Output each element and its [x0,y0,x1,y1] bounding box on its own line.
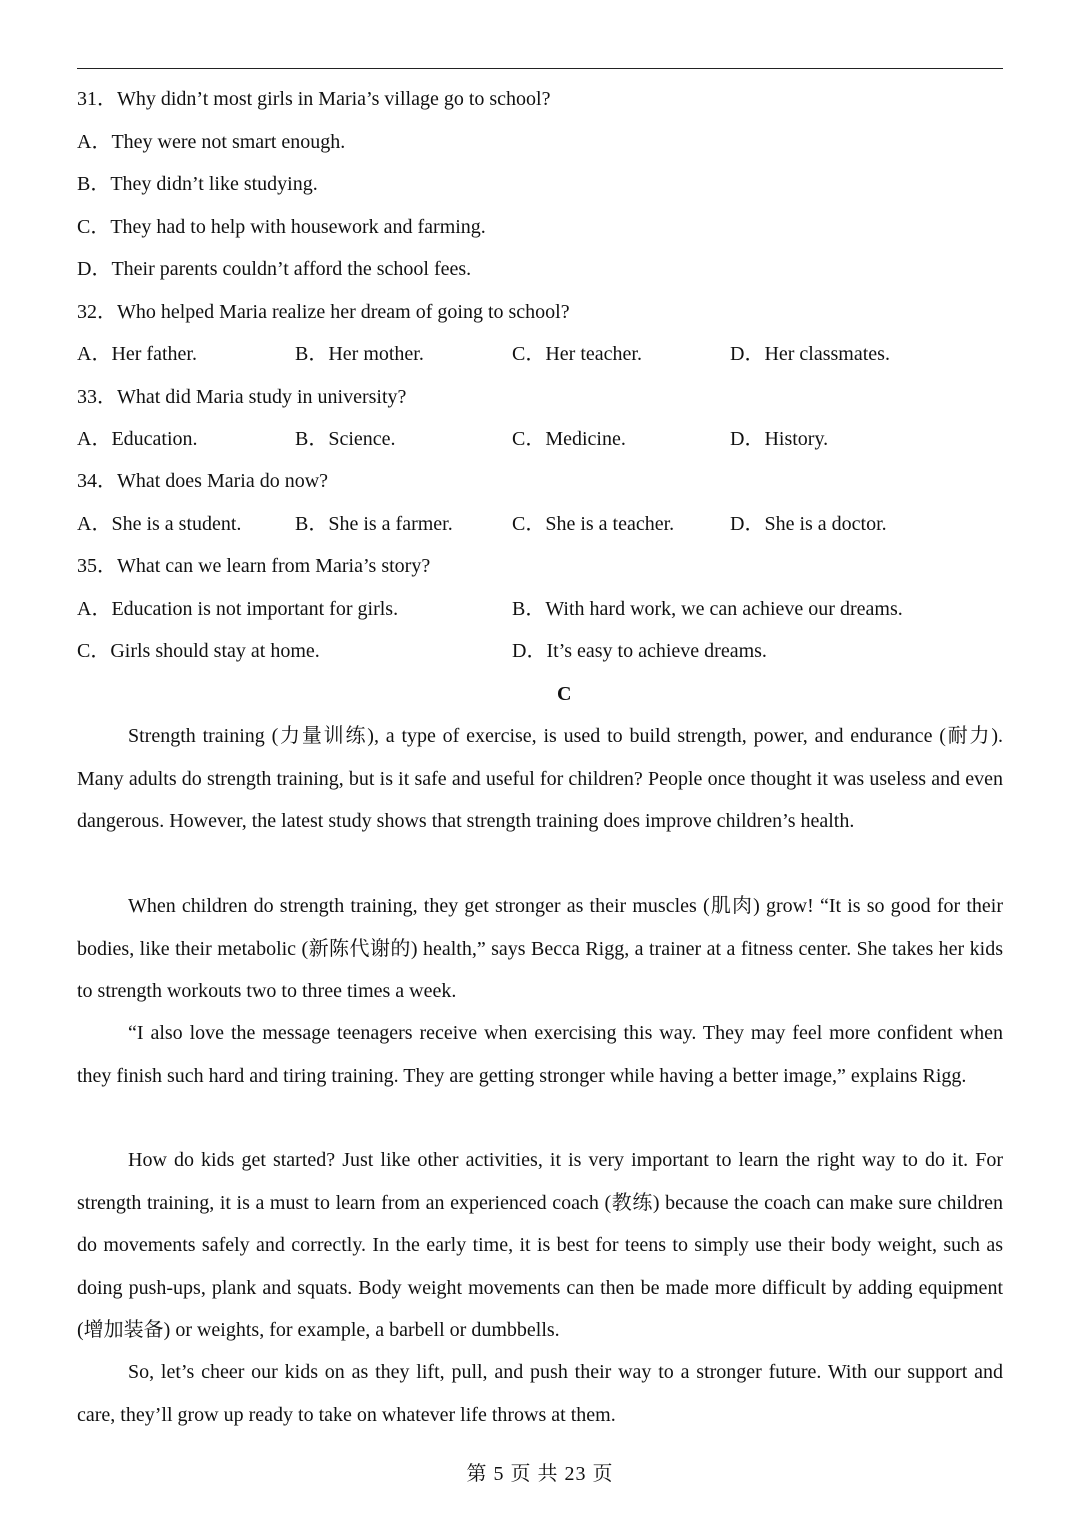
page-number-footer: 第 5 页 共 23 页 [466,1463,614,1485]
question-35-stem: 35．What can we learn from Maria’s story? [77,555,431,577]
question-31-stem: 31．Why didn’t most girls in Maria’s village go to school? [77,88,551,110]
question-34-option-a: A．She is a student. [77,513,242,535]
passage-paragraph-1: Strength training (力量训练), a type of exercise, is used to build strength, power, and endurance (耐力). Many adults do strength training, but is it safe and useful for children? People once thought it was useless and even dangerous. However, the latest study shows that strength training does improve children’s health. [77,725,1003,832]
question-35-option-b: B．With hard work, we can achieve our dreams. [512,598,903,620]
passage-paragraph-4: How do kids get started? Just like other activities, it is very important to learn the right way to do it. For strength training, it is a must to learn from an experienced coach (教练) because the coach can make sure children do movements safely and correctly. In the early time, it is best for teens to simply use their body weight, such as doing push-ups, plank and squats. Body weight movements can then be made more difficult by adding equipment (增加装备) or weights, for example, a barbell or dumbbells. [77,1149,1003,1341]
question-34-option-c: C．She is a teacher. [512,513,675,535]
question-34-option-b: B．She is a farmer. [295,513,453,535]
section-c-heading: C [557,683,572,705]
question-33-option-b: B．Science. [295,428,396,450]
question-32-option-b: B．Her mother. [295,343,424,365]
passage-paragraph-5: So, let’s cheer our kids on as they lift, pull, and push their way to a stronger future. With our support and care, they’ll grow up ready to take on whatever life throws at them. [77,1361,1003,1426]
question-33-option-a: A．Education. [77,428,198,450]
question-34-option-d: D．She is a doctor. [730,513,887,535]
question-33-stem: 33．What did Maria study in university? [77,386,407,408]
question-31-option-d: D．Their parents couldn’t afford the school fees. [77,258,472,280]
question-32-stem: 32．Who helped Maria realize her dream of going to school? [77,301,570,323]
question-31-option-c: C．They had to help with housework and farming. [77,216,486,238]
question-34-stem: 34．What does Maria do now? [77,470,329,492]
question-35-option-a: A．Education is not important for girls. [77,598,399,620]
question-32-option-d: D．Her classmates. [730,343,890,365]
question-32-option-c: C．Her teacher. [512,343,642,365]
question-33-option-c: C．Medicine. [512,428,626,450]
question-35-option-c: C．Girls should stay at home. [77,640,320,662]
question-31-option-b: B．They didn’t like studying. [77,173,318,195]
passage-paragraph-3: “I also love the message teenagers receive when exercising this way. They may feel more confident when they finish such hard and tiring training. They are getting stronger while having a better image,” explains Rigg. [77,1022,1003,1087]
question-32-option-a: A．Her father. [77,343,197,365]
header-rule [77,68,1003,69]
passage-paragraph-2: When children do strength training, they get stronger as their muscles (肌肉) grow! “It is so good for their bodies, like their metabolic (新陈代谢的) health,” says Becca Rigg, a trainer at a fitness center. She takes her kids to strength workouts two to three times a week. [77,895,1003,1002]
question-33-option-d: D．History. [730,428,829,450]
question-35-option-d: D．It’s easy to achieve dreams. [512,640,767,662]
question-31-option-a: A．They were not smart enough. [77,131,346,153]
